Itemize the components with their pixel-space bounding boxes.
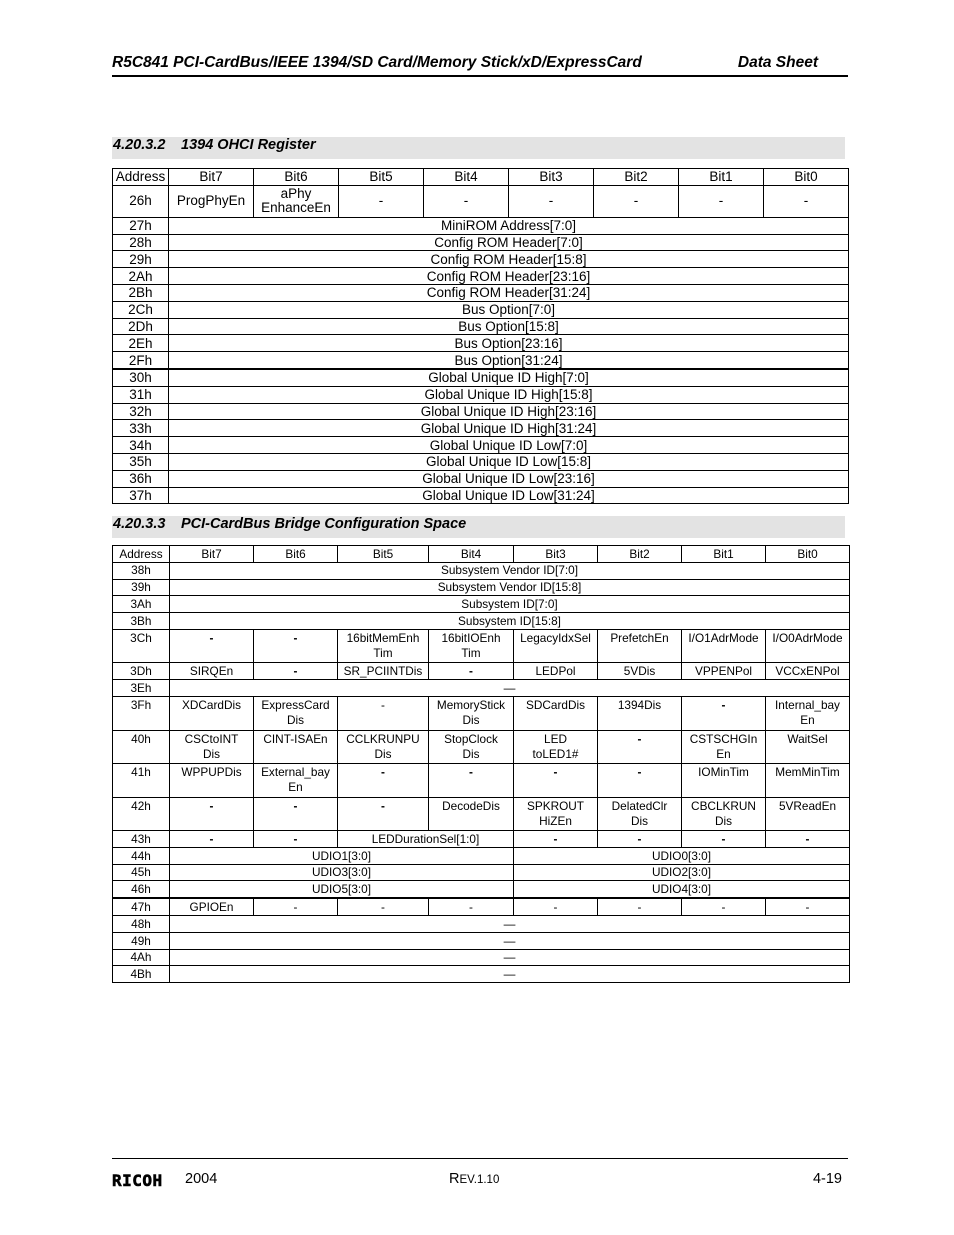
bit-cell: ExpressCard Dis — [254, 697, 338, 731]
bit-field: UDIO1[3:0] — [170, 847, 514, 864]
bit-field: UDIO3[3:0] — [170, 864, 514, 881]
table-row — [113, 453, 849, 470]
table-row — [113, 680, 850, 697]
address-cell: 35h — [113, 453, 169, 470]
address-cell: 33h — [113, 420, 169, 437]
bit-cell: PrefetchEn — [598, 629, 682, 663]
register-field: Config ROM Header[23:16] — [169, 268, 849, 285]
address-cell: 3Eh — [113, 680, 170, 697]
register-field: Config ROM Header[31:24] — [169, 284, 849, 301]
address-cell: 38h — [113, 562, 170, 579]
bit-cell: - — [598, 730, 682, 764]
bit-cell: - — [254, 629, 338, 663]
table-row — [113, 284, 849, 301]
register-field: Global Unique ID High[23:16] — [169, 403, 849, 420]
register-field: MiniROM Address[7:0] — [169, 217, 849, 234]
column-header: Bit2 — [594, 169, 679, 186]
address-cell: 42h — [113, 797, 170, 831]
bit-cell: External_bay En — [254, 764, 338, 798]
section-number: 4.20.3.3 — [113, 516, 166, 532]
bit-cell: - — [766, 898, 850, 915]
bit-cell: - — [254, 797, 338, 831]
table-row — [113, 847, 850, 864]
section-number: 4.20.3.2 — [113, 137, 166, 153]
table-row — [113, 596, 850, 613]
bit-cell: VCCxENPol — [766, 663, 850, 680]
bit-cell: Internal_bay En — [766, 697, 850, 731]
page-number: 4-19 — [812, 1171, 842, 1187]
address-cell: 28h — [113, 234, 169, 251]
bit-field: UDIO2[3:0] — [514, 864, 850, 881]
register-field: Subsystem Vendor ID[15:8] — [170, 579, 850, 596]
address-cell: 43h — [113, 831, 170, 848]
column-header: Bit6 — [254, 546, 338, 563]
table-row — [113, 881, 850, 898]
register-field: Global Unique ID Low[31:24] — [169, 487, 849, 504]
register-field: Config ROM Header[15:8] — [169, 251, 849, 268]
bit-cell: 5VDis — [598, 663, 682, 680]
column-header: Bit0 — [764, 169, 849, 186]
register-field: — — [170, 949, 850, 966]
bit-cell: - — [429, 898, 514, 915]
table-row — [113, 898, 850, 915]
register-field: Global Unique ID Low[7:0] — [169, 437, 849, 454]
bit-cell: 5VReadEn — [766, 797, 850, 831]
bit-cell: SPKROUT HiZEn — [514, 797, 598, 831]
table-row — [113, 335, 849, 352]
footer-revision — [449, 1171, 499, 1187]
bit-field: UDIO5[3:0] — [170, 881, 514, 898]
section-heading-cardbus-bridge — [112, 516, 845, 538]
bit-cell: MemMinTim — [766, 764, 850, 798]
ricoh-logo: RICOH — [112, 1171, 163, 1190]
bit-cell: - — [682, 831, 766, 848]
bit-cell: - — [682, 697, 766, 731]
address-cell: 26h — [113, 185, 169, 217]
bit-cell: - — [254, 898, 338, 915]
bit-cell: - — [598, 764, 682, 798]
register-field: Global Unique ID Low[23:16] — [169, 470, 849, 487]
bit-cell: - — [424, 185, 509, 217]
table-row — [113, 251, 849, 268]
register-field: Global Unique ID High[31:24] — [169, 420, 849, 437]
address-cell: 3Dh — [113, 663, 170, 680]
bit-cell: - — [429, 663, 514, 680]
bit-cell: MemoryStick Dis — [429, 697, 514, 731]
address-cell: 44h — [113, 847, 170, 864]
address-cell: 2Bh — [113, 284, 169, 301]
address-cell: 30h — [113, 369, 169, 386]
bit-cell: I/O0AdrMode — [766, 629, 850, 663]
address-cell: 37h — [113, 487, 169, 504]
page-header — [112, 54, 848, 77]
table-row — [113, 403, 849, 420]
column-header: Bit2 — [598, 546, 682, 563]
bit-cell: - — [509, 185, 594, 217]
bit-cell: I/O1AdrMode — [682, 629, 766, 663]
document-type: Data Sheet — [737, 54, 818, 71]
bit-cell: DecodeDis — [429, 797, 514, 831]
address-cell: 2Fh — [113, 352, 169, 369]
bit-cell: - — [338, 764, 429, 798]
table-row — [113, 730, 850, 764]
table-row — [113, 318, 849, 335]
register-field: Bus Option[31:24] — [169, 352, 849, 369]
bit-cell: - — [338, 697, 429, 731]
document-title: R5C841 PCI-CardBus/IEEE 1394/SD Card/Memory Stick/xD/ExpressCard — [112, 54, 642, 71]
table-row — [113, 437, 849, 454]
bit-cell: - — [682, 898, 766, 915]
table-row — [113, 217, 849, 234]
cardbus-config-table — [112, 545, 850, 983]
table-row — [113, 966, 850, 983]
register-field: Subsystem ID[7:0] — [170, 596, 850, 613]
address-cell: 39h — [113, 579, 170, 596]
table-row — [113, 268, 849, 285]
bit-cell: SR_PCIINTDis — [338, 663, 429, 680]
bit-cell: - — [764, 185, 849, 217]
address-cell: 40h — [113, 730, 170, 764]
bit-cell: SDCardDis — [514, 697, 598, 731]
bit-cell: - — [338, 898, 429, 915]
bit-cell: - — [338, 797, 429, 831]
register-field: — — [170, 966, 850, 983]
bit-cell: SIRQEn — [170, 663, 254, 680]
bit-cell: WPPUPDis — [170, 764, 254, 798]
bit-cell: - — [598, 898, 682, 915]
bit-field: UDIO4[3:0] — [514, 881, 850, 898]
bit-cell: - — [679, 185, 764, 217]
bit-cell: - — [170, 831, 254, 848]
table-row — [113, 949, 850, 966]
section-title: 1394 OHCI Register — [181, 137, 316, 153]
address-cell: 29h — [113, 251, 169, 268]
register-field: Bus Option[7:0] — [169, 301, 849, 318]
table-row — [113, 932, 850, 949]
address-cell: 3Fh — [113, 697, 170, 731]
address-cell: 3Ah — [113, 596, 170, 613]
table-row — [113, 420, 849, 437]
bit-cell: ProgPhyEn — [169, 185, 254, 217]
table-row — [113, 579, 850, 596]
bit-cell: - — [514, 764, 598, 798]
address-cell: 2Ah — [113, 268, 169, 285]
table-row — [113, 470, 849, 487]
bit-field: UDIO0[3:0] — [514, 847, 850, 864]
table-row — [113, 629, 850, 663]
bit-cell: IOMinTim — [682, 764, 766, 798]
address-cell: 3Bh — [113, 613, 170, 630]
bit-cell: VPPENPol — [682, 663, 766, 680]
address-cell: 2Eh — [113, 335, 169, 352]
bit-cell: - — [514, 898, 598, 915]
address-cell: 31h — [113, 386, 169, 403]
address-cell: 46h — [113, 881, 170, 898]
bit-cell: - — [514, 831, 598, 848]
section-heading-1394-ohci — [112, 137, 845, 159]
table-row — [113, 797, 850, 831]
table-header-row — [113, 169, 849, 186]
bit-cell: GPIOEn — [170, 898, 254, 915]
address-cell: 34h — [113, 437, 169, 454]
column-header: Bit4 — [429, 546, 514, 563]
register-field: Bus Option[15:8] — [169, 318, 849, 335]
page-footer — [112, 1158, 848, 1189]
bit-cell: CBCLKRUN Dis — [682, 797, 766, 831]
bit-cell: - — [594, 185, 679, 217]
table-row — [113, 663, 850, 680]
column-header: Address — [113, 546, 170, 563]
bit-field: LEDDurationSel[1:0] — [338, 831, 514, 848]
table-row — [113, 916, 850, 933]
address-cell: 48h — [113, 916, 170, 933]
revision-rest: EV.1.10 — [459, 1174, 500, 1186]
bit-cell: - — [254, 831, 338, 848]
address-cell: 2Dh — [113, 318, 169, 335]
bit-cell: - — [766, 831, 850, 848]
bit-cell: LegacyIdxSel — [514, 629, 598, 663]
bit-cell: - — [170, 629, 254, 663]
bit-cell: - — [170, 797, 254, 831]
table-row — [113, 697, 850, 731]
column-header: Bit7 — [170, 546, 254, 563]
bit-cell: - — [339, 185, 424, 217]
column-header: Bit7 — [169, 169, 254, 186]
bit-cell: - — [254, 663, 338, 680]
address-cell: 3Ch — [113, 629, 170, 663]
table-row — [113, 613, 850, 630]
register-field: Config ROM Header[7:0] — [169, 234, 849, 251]
column-header: Bit3 — [514, 546, 598, 563]
address-cell: 41h — [113, 764, 170, 798]
bit-cell: - — [598, 831, 682, 848]
register-field: Bus Option[23:16] — [169, 335, 849, 352]
revision-prefix: R — [449, 1171, 460, 1187]
bit-cell: 1394Dis — [598, 697, 682, 731]
table-row — [113, 234, 849, 251]
ohci-register-table — [112, 168, 849, 504]
section-title: PCI-CardBus Bridge Configuration Space — [181, 516, 467, 532]
register-field: Global Unique ID High[15:8] — [169, 386, 849, 403]
address-cell: 27h — [113, 217, 169, 234]
register-field: — — [170, 680, 850, 697]
bit-cell: aPhy EnhanceEn — [254, 185, 339, 217]
table-row — [113, 831, 850, 848]
table-row — [113, 352, 849, 369]
register-field: — — [170, 916, 850, 933]
register-field: Global Unique ID High[7:0] — [169, 369, 849, 386]
bit-cell: WaitSel — [766, 730, 850, 764]
address-cell: 47h — [113, 898, 170, 915]
table-row — [113, 386, 849, 403]
column-header: Bit4 — [424, 169, 509, 186]
address-cell: 36h — [113, 470, 169, 487]
column-header: Bit3 — [509, 169, 594, 186]
column-header: Bit5 — [338, 546, 429, 563]
address-cell: 32h — [113, 403, 169, 420]
address-cell: 49h — [113, 932, 170, 949]
table-row — [113, 487, 849, 504]
bit-cell: LED toLED1# — [514, 730, 598, 764]
footer-year: 2004 — [185, 1171, 218, 1187]
address-cell: 45h — [113, 864, 170, 881]
register-field: Subsystem Vendor ID[7:0] — [170, 562, 850, 579]
bit-cell: CSCtoINT Dis — [170, 730, 254, 764]
table-row — [113, 864, 850, 881]
bit-cell: 16bitIOEnh Tim — [429, 629, 514, 663]
bit-cell: LEDPol — [514, 663, 598, 680]
table-row — [113, 562, 850, 579]
bit-cell: CINT-ISAEn — [254, 730, 338, 764]
bit-cell: StopClock Dis — [429, 730, 514, 764]
column-header: Bit5 — [339, 169, 424, 186]
address-cell: 2Ch — [113, 301, 169, 318]
bit-cell: XDCardDis — [170, 697, 254, 731]
register-field: Subsystem ID[15:8] — [170, 613, 850, 630]
table-row — [113, 764, 850, 798]
table-row — [113, 185, 849, 217]
bit-cell: DelatedClr Dis — [598, 797, 682, 831]
register-field: — — [170, 932, 850, 949]
bit-cell: 16bitMemEnh Tim — [338, 629, 429, 663]
address-cell: 4Ah — [113, 949, 170, 966]
column-header: Bit1 — [682, 546, 766, 563]
table-row — [113, 369, 849, 386]
register-field: Global Unique ID Low[15:8] — [169, 453, 849, 470]
table-row — [113, 301, 849, 318]
table-header-row — [113, 546, 850, 563]
bit-cell: - — [429, 764, 514, 798]
bit-cell: CCLKRUNPU Dis — [338, 730, 429, 764]
column-header: Address — [113, 169, 169, 186]
address-cell: 4Bh — [113, 966, 170, 983]
bit-cell: CSTSCHGIn En — [682, 730, 766, 764]
column-header: Bit1 — [679, 169, 764, 186]
column-header: Bit6 — [254, 169, 339, 186]
column-header: Bit0 — [766, 546, 850, 563]
